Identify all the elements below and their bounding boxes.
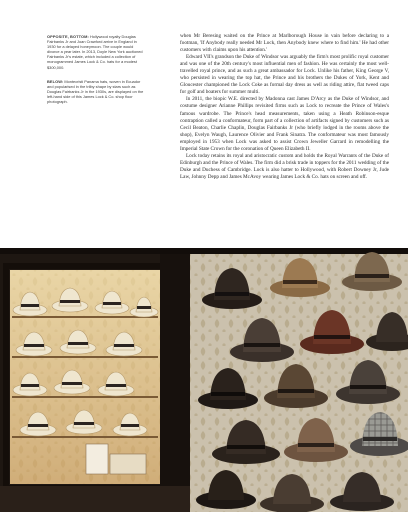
article-body [180, 33, 389, 181]
paragraph: Edward VII's grandson the Duke of Windsor was arguably the firm's most prolific royal customer and was one of the 20th century's most influential men of fashion. He was certainly the most well-travelled royal prince, and as such a great ambassador for Lock. Unlike his father, King George V, who persisted in wearing the top hat, the Prince and his brothers the Dukes of York, Kent and Gloucester championed the Lock Coke as formal day dress as well as riding attire, flat tweed caps for golf and boaters for summer multi. [180, 54, 389, 96]
caption-head: OPPOSITE, BOTTOM: [47, 34, 89, 39]
caption-text: Hollywood royalty Douglas Fairbanks Jr and Joan Crawford arrive in England in 1930 for a delayed honeymoon. The couple would divorce a year later. In 2013, Doyle New York auctioned Fairbanks Jr's estate, which included a collection of monogrammed James Lock & Co. hats for a modest $300,000. [47, 34, 143, 70]
paragraph: Lock today retains its royal and aristocratic custom and holds the Royal Warrants of the Duke of Edinburgh and the Prince of Wales. The firm did a brisk trade in toppers for the 2011 wedding of the Duke and Duchess of Cambridge. Lock is also hatter to Hollywood, with Robert Downey Jr, Jude Law, Johnny Depp and James McAvoy wearing James Lock & Co. hats on screen and off. [180, 152, 389, 180]
caption-fairbanks [47, 34, 145, 70]
caption-head: BELOW: [47, 78, 64, 84]
paragraph: In 2011, the biopic W.E. directed by Madonna cast James D'Arcy as the Duke of Windsor, and costume designer Arianne Phillips revisited firms such as Lock to recreate the Prince of Wales's famous wardrobe. The Prince's head measurements, taken using a Heath Robinson-esque contraption called a conformateur, form part of a collection of artifacts signed by customers such as Cecil Beaton, Charlie Chaplin, Douglas Fairbanks Jr (who briefly lodged in the rooms above the shop), Evelyn Waugh, Laurence Olivier and Frank Sinatra. The conformateur was most famously employed in 1953 when Lock was asked to assist Crown Jeweller Garrard in remodelling the Imperial State Crown for the coronation of Queen Elizabeth II. [180, 96, 389, 152]
caption-panama [47, 79, 145, 104]
hat-shop-photo [0, 248, 408, 512]
caption-text: Montecristi Panama hats, woven in Ecuador and popularised in the trilby shape by stars such as Douglas Fairbanks Jr in the 1930s, are displayed on the left-hand side of this James Lock & Co. shop floor photograph. [47, 78, 144, 105]
photo-captions [47, 34, 145, 113]
paragraph: when Mr Beresing waited on the Prince at Marlborough House in vain before declaring to a footman, 'If Anybody really needed Mr Lock, then Anybody knew where to find him.' He had other customers with claims upon his attention.' [180, 33, 389, 54]
